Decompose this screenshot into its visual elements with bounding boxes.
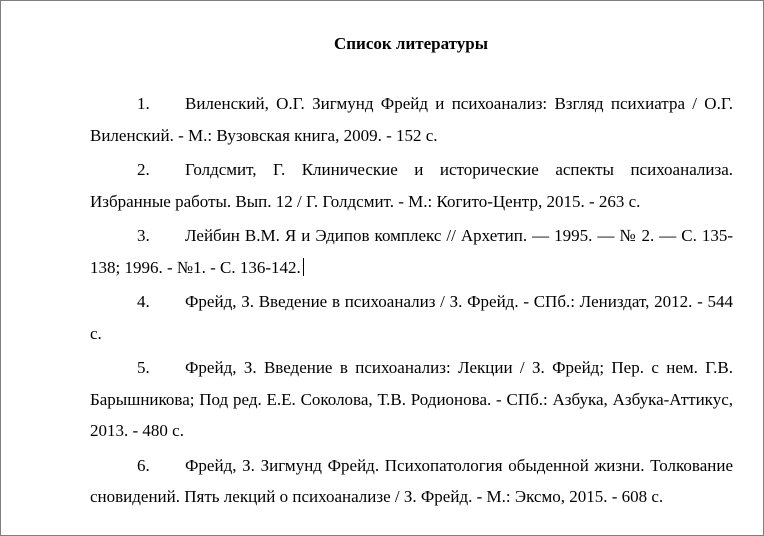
list-item-text: Лейбин В.М. Я и Эдипов комплекс // Архетип. — 1995. — № 2. — С. 135-138; 1996. - №1. - С. 136-142. bbox=[90, 226, 733, 277]
text-cursor bbox=[303, 258, 304, 276]
list-item-text: Голдсмит, Г. Клинические и исторические аспекты психоанализа. Избранные работы. Вып. 12 / Г. Голдсмит. - М.: Когито-Центр, 2015. - 263 с. bbox=[90, 160, 733, 211]
list-item bbox=[90, 220, 733, 283]
list-item-number: 3. bbox=[137, 226, 150, 245]
list-item-text: Фрейд, З. Введение в психоанализ: Лекции / З. Фрейд; Пер. с нем. Г.В. Барышникова; Под ред. Е.Е. Соколова, Т.В. Родионова. - СПб.: Азбука, Азбука-Аттикус, 2013. - 480 с. bbox=[90, 358, 733, 440]
list-item bbox=[90, 154, 733, 217]
list-item-text: Фрейд, З. Зигмунд Фрейд. Психопатология обыденной жизни. Толкование сновидений. Пять лекций о психоанализе / З. Фрейд. - М.: Эксмо, 2015. - 608 с. bbox=[90, 455, 733, 506]
document-title: Список литературы bbox=[333, 34, 489, 53]
list-item bbox=[90, 352, 733, 447]
reference-list bbox=[90, 88, 733, 516]
list-item bbox=[90, 450, 733, 513]
list-item-number: 5. bbox=[137, 358, 150, 377]
list-item-number: 2. bbox=[137, 160, 150, 179]
list-item-text: Фрейд, З. Введение в психоанализ / З. Фрейд. - СПб.: Лениздат, 2012. - 544 с. bbox=[90, 292, 733, 343]
list-item-number: 6. bbox=[137, 455, 150, 475]
list-item-number: 1. bbox=[137, 94, 150, 113]
list-item bbox=[90, 286, 733, 349]
list-item-text: Виленский, О.Г. Зигмунд Фрейд и психоанализ: Взгляд психиатра / О.Г. Виленский. - М.: Вузовская книга, 2009. - 152 с. bbox=[90, 94, 733, 145]
list-item bbox=[90, 88, 733, 151]
list-item-number: 4. bbox=[137, 292, 150, 311]
